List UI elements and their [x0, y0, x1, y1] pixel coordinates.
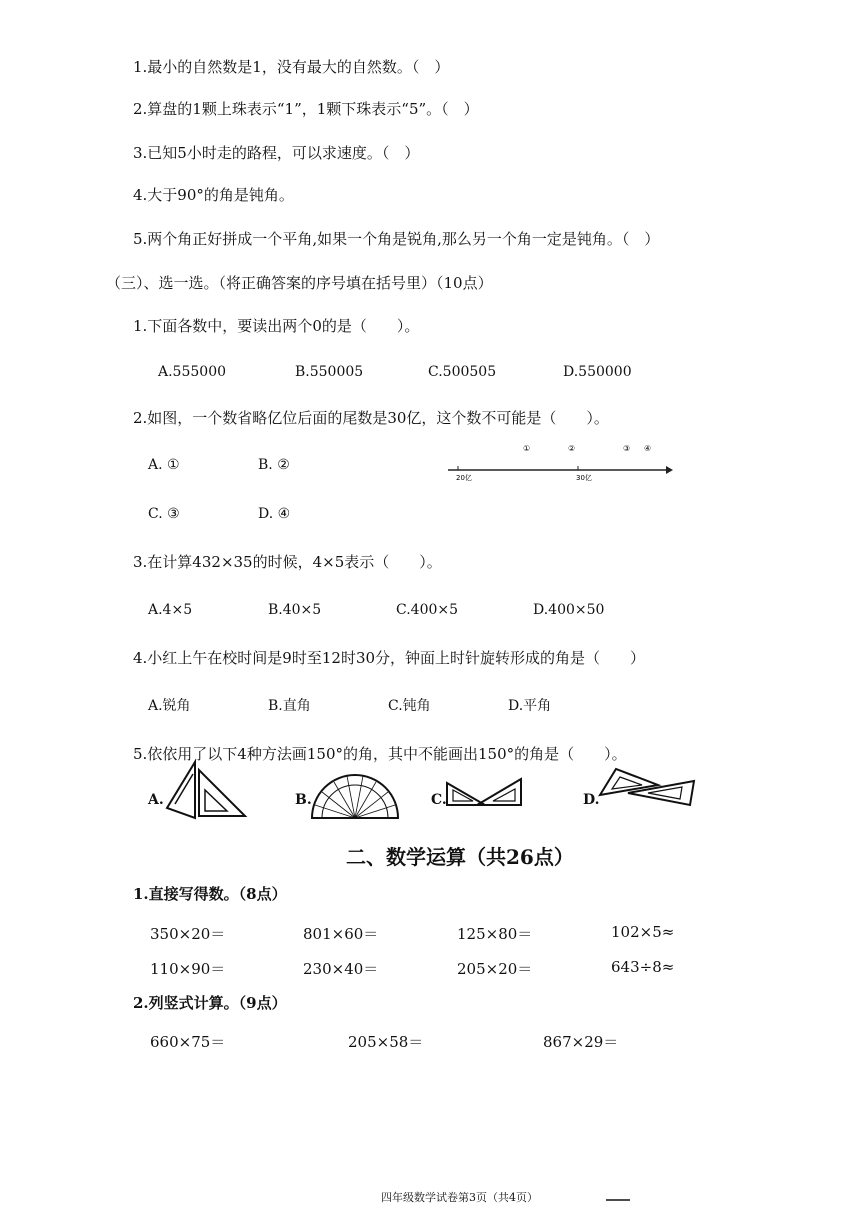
judge-item-1: 1.最小的自然数是1，没有最大的自然数。（ ）: [133, 58, 450, 76]
vertical-calc-item: 205×58＝: [348, 1033, 424, 1051]
choose-q3-option-b: B.40×5: [268, 602, 322, 618]
set-square-figure-c: [445, 775, 525, 815]
choose-q4-text: 4.小红上午在校时间是9时至12时30分，钟面上时针旋转形成的角是（ ）: [133, 649, 646, 667]
judge-item-4: 4.大于90°的角是钝角。: [133, 186, 294, 204]
direct-calc-item: 801×60＝: [303, 925, 379, 943]
choose-q3-option-d: D.400×50: [533, 602, 605, 618]
choose-q1-option-b: B.550005: [295, 364, 364, 380]
choose-q3-option-a: A.4×5: [148, 602, 193, 618]
direct-calc-item: 205×20＝: [457, 960, 533, 978]
choose-q2-option-d: D. ④: [258, 506, 291, 522]
judge-item-3: 3.已知5小时走的路程，可以求速度。（ ）: [133, 144, 420, 162]
set-square-figure-d: [598, 765, 698, 810]
q5-figure-d-label: D.: [583, 792, 600, 808]
choose-q1-text: 1.下面各数中，要读出两个0的是（ ）。: [133, 317, 420, 335]
choose-q2-text: 2.如图，一个数省略亿位后面的尾数是30亿，这个数不可能是（ ）。: [133, 409, 609, 427]
axis-label-20: 20亿: [456, 474, 472, 482]
choose-q3-option-c: C.400×5: [396, 602, 459, 618]
choose-q3-text: 3.在计算432×35的时候，4×5表示（ ）。: [133, 553, 442, 571]
direct-calc-title: 1.直接写得数。（8点）: [133, 885, 287, 903]
mark-3: ③: [623, 444, 631, 453]
direct-calc-item: 350×20＝: [150, 925, 226, 943]
choose-q4-option-b: B.直角: [268, 698, 311, 714]
footer-dash: [606, 1198, 632, 1202]
number-line-arrowhead: [666, 466, 673, 474]
vertical-calc-title: 2.列竖式计算。（9点）: [133, 994, 287, 1012]
choose-q2-option-a: A. ①: [148, 457, 180, 473]
vertical-calc-item: 867×29＝: [543, 1033, 619, 1051]
judge-item-2: 2.算盘的1颗上珠表示“1”，1颗下珠表示“5”。（ ）: [133, 100, 479, 118]
set-square-figure-a: [165, 760, 250, 820]
direct-calc-item: 643÷8≈: [611, 958, 675, 976]
direct-calc-item: 125×80＝: [457, 925, 533, 943]
direct-calc-item: 230×40＝: [303, 960, 379, 978]
q5-figure-b-label: B.: [295, 792, 312, 808]
page-footer: 四年级数学试卷第3页（共4页）: [381, 1191, 538, 1204]
choose-q1-option-c: C.500505: [428, 364, 497, 380]
choose-q2-option-b: B. ②: [258, 457, 290, 473]
mark-2: ②: [568, 444, 576, 453]
judge-item-5: 5.两个角正好拼成一个平角,如果一个角是锐角,那么另一个角一定是钝角。（ ）: [133, 230, 660, 248]
q5-figure-c-label: C.: [431, 792, 447, 808]
protractor-figure-b: [310, 772, 400, 822]
direct-calc-item: 110×90＝: [150, 960, 226, 978]
choose-q4-option-a: A.锐角: [148, 698, 191, 714]
direct-calc-item: 102×5≈: [611, 923, 675, 941]
choose-q1-option-a: A.555000: [158, 364, 227, 380]
mark-4: ④: [644, 444, 652, 453]
choose-q4-option-c: C.钝角: [388, 698, 431, 714]
number-line-figure: [448, 438, 673, 483]
choose-section-title: （三）、选一选。（将正确答案的序号填在括号里）（10点）: [106, 274, 493, 292]
choose-q1-option-d: D.550000: [563, 364, 632, 380]
mark-1: ①: [523, 444, 531, 453]
calc-section-title: 二、数学运算（共26点）: [346, 845, 574, 869]
vertical-calc-item: 660×75＝: [150, 1033, 226, 1051]
choose-q4-option-d: D.平角: [508, 698, 552, 714]
choose-q5-text: 5.依依用了以下4种方法画150°的角，其中不能画出150°的角是（ ）。: [133, 745, 627, 763]
choose-q2-option-c: C. ③: [148, 506, 180, 522]
q5-figure-a-label: A.: [148, 792, 164, 808]
axis-label-30: 30亿: [576, 474, 592, 482]
